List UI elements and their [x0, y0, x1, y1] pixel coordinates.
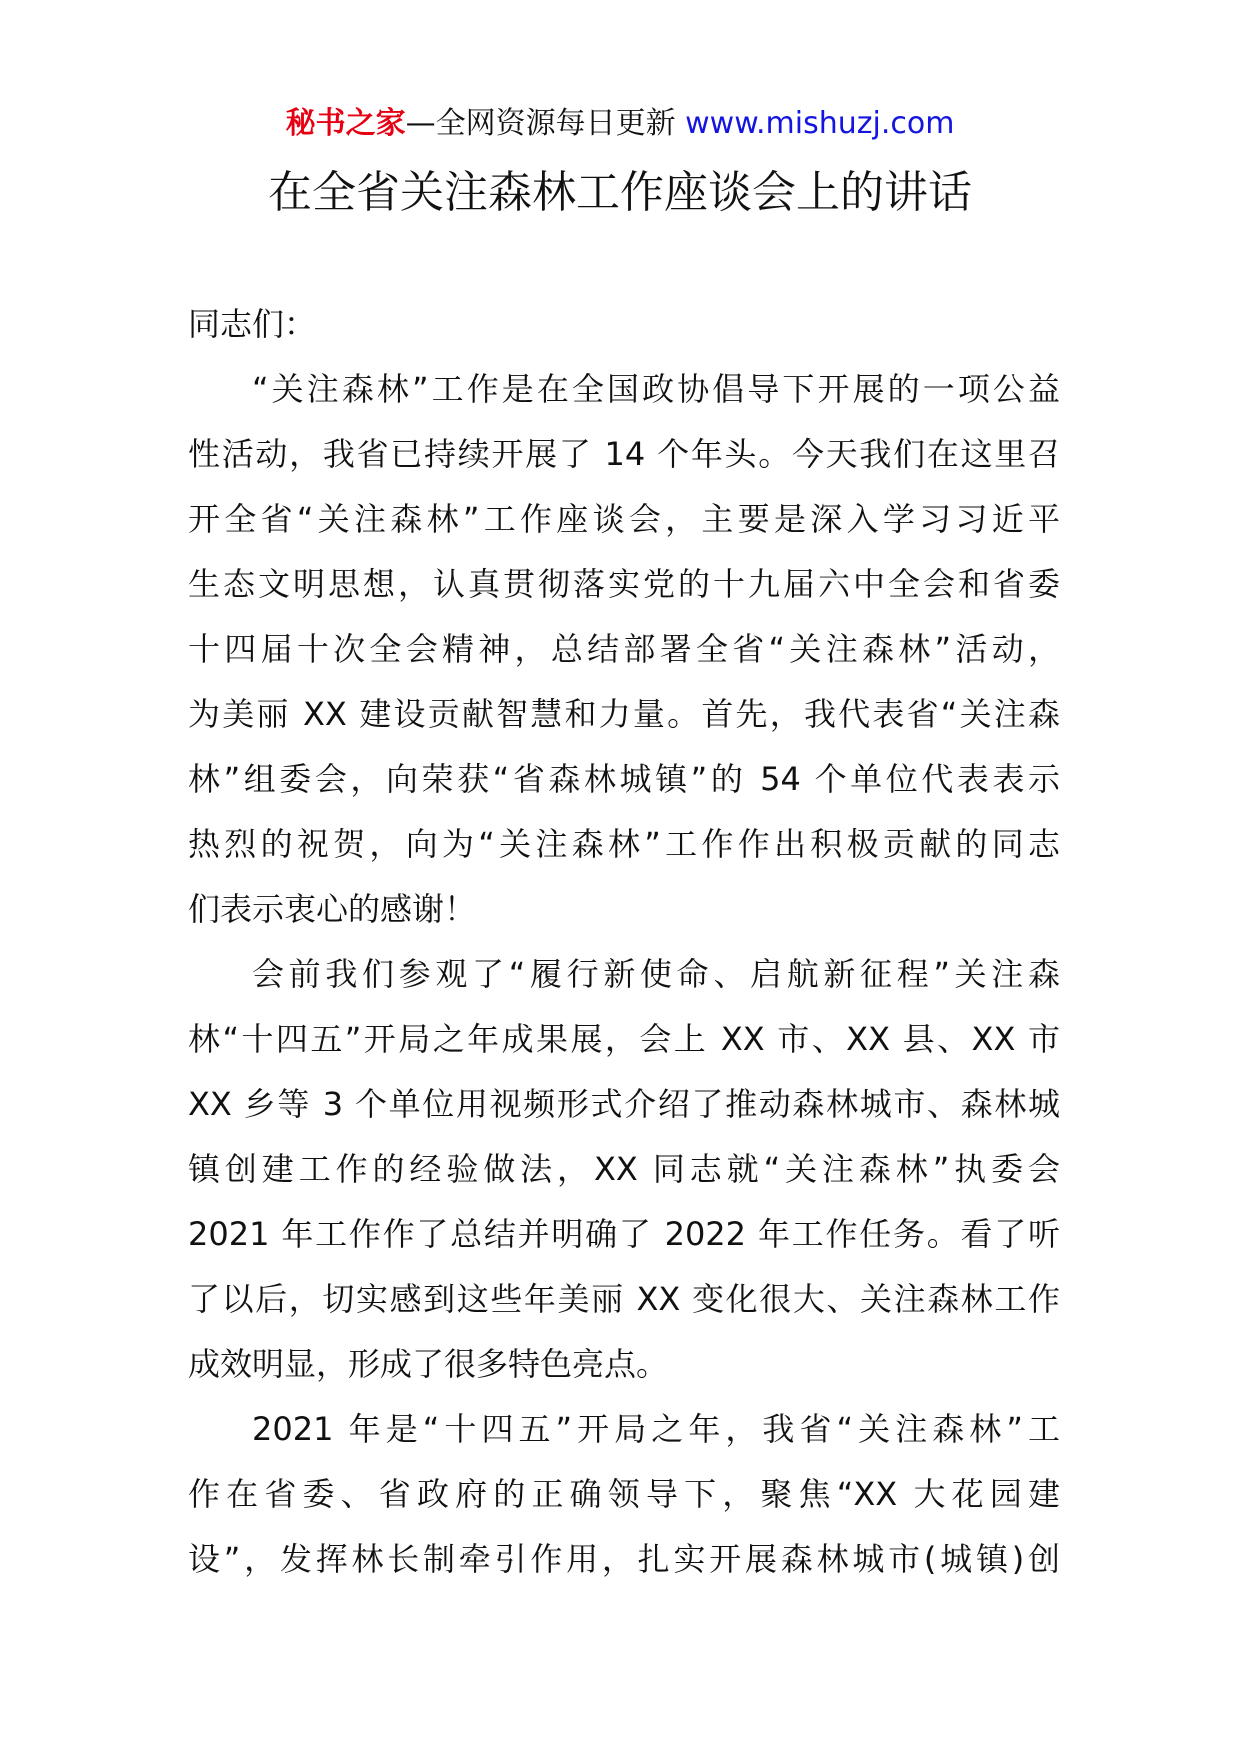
paragraph-3-line: 2021 年是“十四五”开局之年，我省“关注森林”工 — [252, 1410, 1060, 1448]
paragraph-1-line: “关注森林”工作是在全国政协倡导下开展的一项公益 — [252, 370, 1060, 408]
site-tagline: —全网资源每日更新 — [405, 106, 686, 141]
paragraph-1-line: 开全省“关注森林”工作座谈会，主要是深入学习习近平 — [188, 500, 1060, 538]
paragraph-1-line: 十四届十次全会精神，总结部署全省“关注森林”活动， — [188, 630, 1060, 668]
paragraph-2-line: 成效明显，形成了很多特色亮点。 — [188, 1345, 669, 1383]
paragraph-1-line: 生态文明思想，认真贯彻落实党的十九届六中全会和省委 — [188, 565, 1060, 603]
paragraph-2-line: 2021 年工作作了总结并明确了 2022 年工作任务。看了听 — [188, 1215, 1060, 1253]
watermark-header — [0, 100, 1240, 148]
paragraph-2-line: 了以后，切实感到这些年美丽 XX 变化很大、关注森林工作 — [188, 1280, 1060, 1318]
paragraph-1-line: 们表示衷心的感谢！ — [188, 890, 477, 928]
paragraph-2-line: 林“十四五”开局之年成果展，会上 XX 市、XX 县、XX 市 — [188, 1020, 1060, 1058]
paragraph-1-line: 热烈的祝贺，向为“关注森林”工作作出积极贡献的同志 — [188, 825, 1060, 863]
paragraph-3-line: 作在省委、省政府的正确领导下，聚焦“XX 大花园建 — [188, 1475, 1060, 1513]
site-url[interactable]: www.mishuzj.com — [685, 106, 955, 141]
paragraph-2-line: XX 乡等 3 个单位用视频形式介绍了推动森林城市、森林城 — [188, 1085, 1060, 1123]
site-name: 秘书之家 — [285, 106, 406, 141]
paragraph-1-line: 为美丽 XX 建设贡献智慧和力量。首先，我代表省“关注森 — [188, 695, 1060, 733]
greeting: 同志们： — [188, 305, 317, 343]
document-title: 在全省关注森林工作座谈会上的讲话 — [268, 167, 972, 218]
paragraph-3-line: 设”，发挥林长制牵引作用，扎实开展森林城市(城镇)创 — [188, 1540, 1060, 1578]
paragraph-2-line: 会前我们参观了“履行新使命、启航新征程”关注森 — [252, 955, 1060, 993]
paragraph-1-line: 性活动，我省已持续开展了 14 个年头。今天我们在这里召 — [188, 435, 1060, 473]
document-body — [188, 292, 1060, 1592]
paragraph-1-line: 林”组委会，向荣获“省森林城镇”的 54 个单位代表表示 — [188, 760, 1060, 798]
paragraph-2-line: 镇创建工作的经验做法，XX 同志就“关注森林”执委会 — [188, 1150, 1060, 1188]
